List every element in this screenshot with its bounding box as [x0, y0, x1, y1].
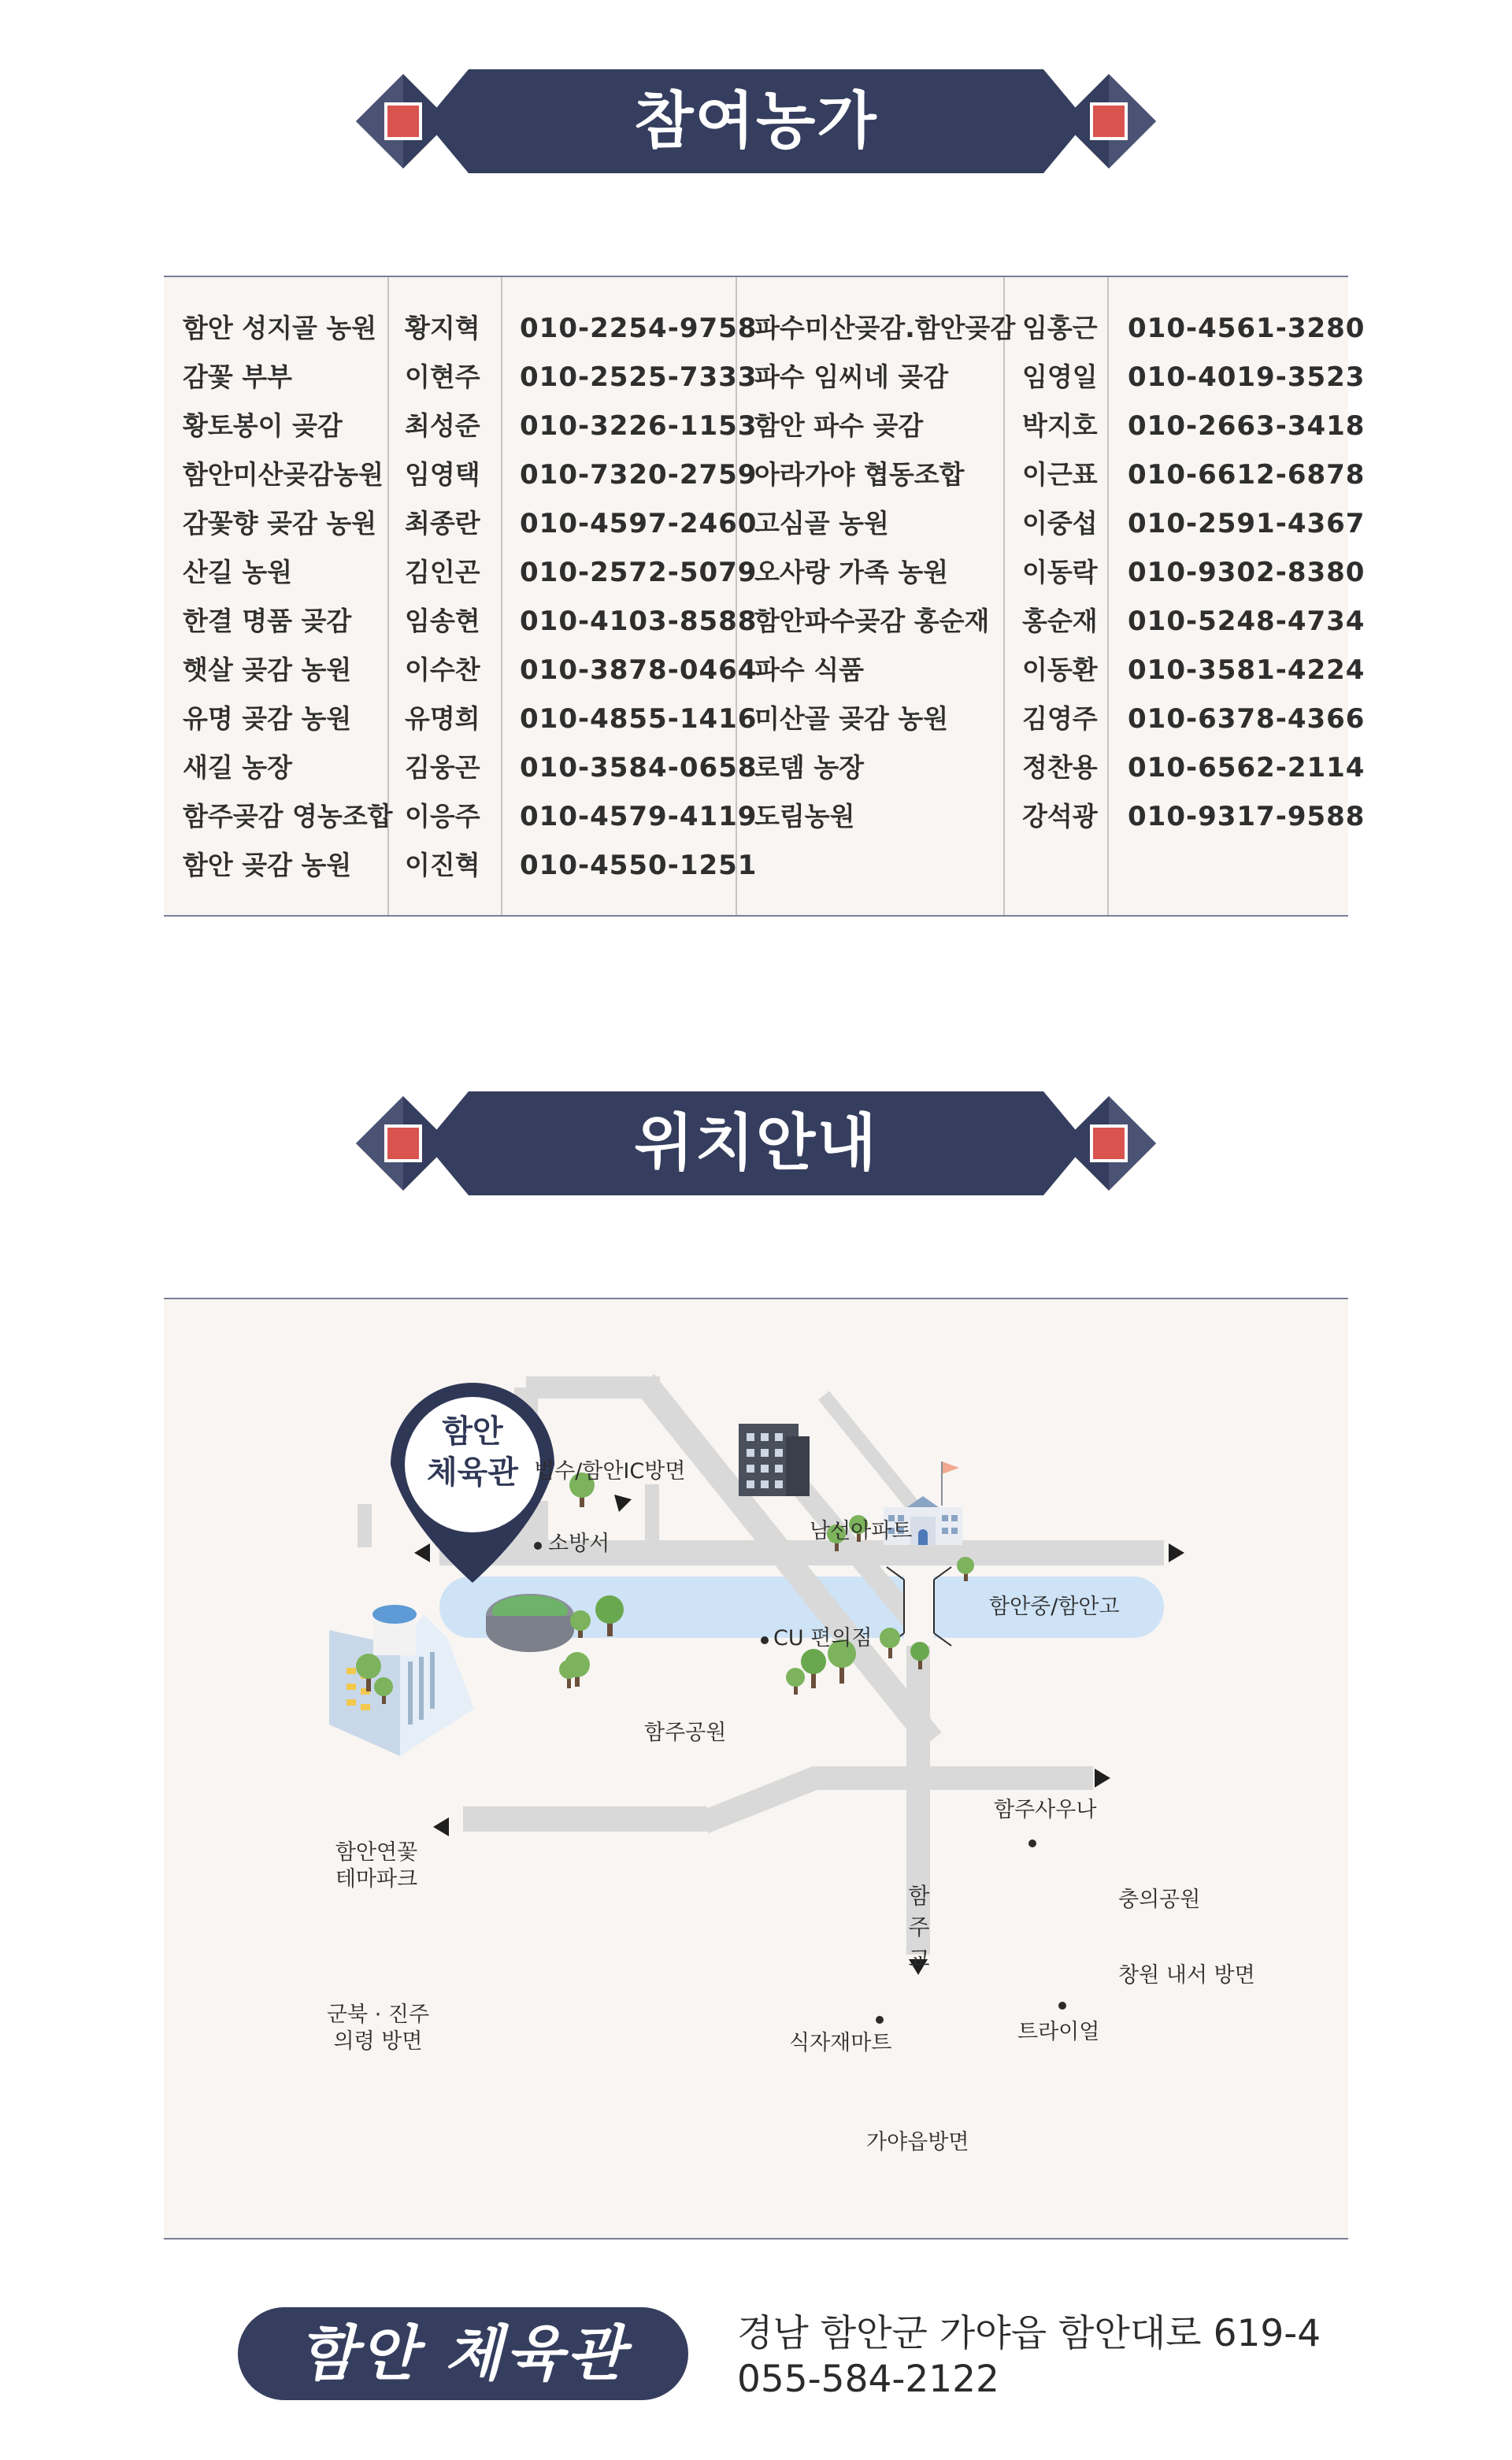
marker-dot	[534, 1542, 542, 1550]
tree-icon	[983, 1572, 984, 1573]
location-section-title: 위치안내	[634, 1108, 878, 1179]
arrow-right-icon	[1095, 1769, 1110, 1788]
farm-name: 파수 임씨네 곶감	[754, 361, 949, 392]
section-banner-location	[346, 1088, 1166, 1199]
farm-phone[interactable]: 010-4579-4119	[520, 801, 758, 832]
footer-contact	[737, 2311, 1321, 2403]
farm-phone[interactable]: 010-3878-0464	[520, 654, 758, 686]
label-gunbuk-line2: 의령 방면	[333, 2029, 423, 2054]
farm-phone[interactable]: 010-9302-8380	[1128, 557, 1366, 588]
farm-owner: 임송현	[405, 606, 480, 636]
label-lotus-park	[313, 1839, 439, 1893]
column-divider	[501, 277, 502, 915]
stadium-icon	[486, 1594, 574, 1652]
tree-icon	[362, 1781, 363, 1782]
pin-label-line2: 체육관	[427, 1454, 518, 1491]
pin-label-line1: 함안	[442, 1413, 503, 1450]
arrow-right-icon	[1169, 1543, 1184, 1562]
tree-icon	[786, 1668, 805, 1695]
farm-phone[interactable]: 010-4855-1416	[520, 703, 758, 735]
farm-owner: 이동락	[1022, 557, 1098, 587]
farm-owner: 최종란	[405, 508, 480, 539]
farm-table	[164, 276, 1366, 917]
farm-name: 함안미산곶감농원	[183, 459, 384, 490]
farm-phone[interactable]: 010-3226-1153	[520, 410, 758, 442]
label-gunbuk-line1: 군북 · 진주	[326, 2002, 430, 2027]
farm-owner: 임영일	[1022, 361, 1098, 392]
farm-name: 감꽃향 곶감 농원	[183, 508, 377, 539]
label-bridge	[906, 1880, 932, 1975]
farm-phone[interactable]: 010-6612-6878	[1128, 459, 1366, 491]
tree-icon	[983, 1567, 984, 1568]
farm-name: 로뎀 농장	[754, 752, 865, 783]
farm-owner: 김영주	[1022, 703, 1098, 734]
farm-name: 파수 식품	[754, 654, 865, 685]
farm-phone[interactable]: 010-4019-3523	[1128, 361, 1366, 393]
farm-name: 함안 파수 곶감	[754, 410, 924, 441]
apartment-building-icon	[739, 1424, 810, 1496]
label-changwon: 창원 내서 방면	[1118, 1963, 1255, 1988]
farm-owner: 정찬용	[1022, 752, 1098, 783]
marker-dot	[1058, 2002, 1066, 2010]
farm-owner: 이수찬	[405, 654, 480, 685]
farm-name: 도림농원	[754, 801, 855, 832]
pin-label	[391, 1411, 554, 1493]
farm-name: 함안파수곶감 홍순재	[754, 606, 990, 636]
farm-owner: 이근표	[1022, 459, 1098, 490]
farm-name: 한결 명품 곶감	[183, 606, 352, 636]
farm-phone[interactable]: 010-4561-3280	[1128, 313, 1366, 344]
lower-road	[704, 1776, 819, 1822]
farm-name: 황토봉이 곶감	[183, 410, 343, 441]
farm-phone[interactable]: 010-9317-9588	[1128, 801, 1366, 832]
farm-name: 감꽃 부부	[183, 361, 293, 392]
map-drawing	[164, 1299, 1348, 2238]
farm-phone[interactable]: 010-4550-1251	[520, 850, 758, 881]
farm-phone[interactable]: 010-6378-4366	[1128, 703, 1366, 735]
label-fire-station: 소방서	[548, 1532, 610, 1556]
farm-phone[interactable]: 010-4597-2460	[520, 508, 758, 539]
farm-name: 오사랑 가족 농원	[754, 557, 949, 587]
tree-icon	[359, 1781, 360, 1782]
farm-name: 아라가야 협동조합	[754, 459, 965, 490]
location-map	[164, 1298, 1348, 2240]
section-banner-farms	[346, 66, 1166, 176]
farm-phone[interactable]: 010-2663-3418	[1128, 410, 1366, 442]
label-lotus-park-line1: 함안연꽃	[335, 1840, 418, 1865]
arrow-left-icon	[414, 1543, 430, 1562]
label-hamju-sauna: 함주사우나	[994, 1798, 1097, 1822]
farm-name: 햇살 곶감 농원	[183, 654, 352, 685]
column-divider	[1003, 277, 1005, 915]
tree-icon	[801, 1649, 826, 1688]
label-bridge-char: 주	[908, 1914, 930, 1940]
farm-name: 고심골 농원	[754, 508, 889, 539]
label-hamju-park: 함주공원	[644, 1721, 727, 1745]
farm-name: 함주곶감 영농조합	[183, 801, 393, 832]
farm-owner: 박지호	[1022, 410, 1098, 441]
label-namseon-apt: 남선아파트	[810, 1519, 913, 1543]
footer-badge	[238, 2307, 688, 2400]
footer-address: 경남 함안군 가야읍 함안대로 619-4	[737, 2312, 1321, 2355]
farm-phone[interactable]: 010-2591-4367	[1128, 508, 1366, 539]
farm-owner: 김인곤	[405, 557, 480, 587]
farm-owner: 이진혁	[405, 850, 480, 880]
label-gaya: 가야읍방면	[866, 2130, 969, 2154]
farm-owner: 최성준	[405, 410, 480, 441]
farm-owner: 이현주	[405, 361, 480, 392]
farm-phone[interactable]: 010-3584-0658	[520, 752, 758, 784]
farm-phone[interactable]: 010-2254-9758	[520, 313, 758, 344]
marker-dot	[876, 2016, 884, 2024]
farm-name: 함안 성지골 농원	[183, 313, 377, 343]
label-chungui-park: 충의공원	[1118, 1888, 1201, 1912]
farm-owner: 강석광	[1022, 801, 1098, 832]
farm-name: 산길 농원	[183, 557, 293, 587]
footer-badge-text: 함안 체육관	[298, 2318, 628, 2388]
label-beopsu: 법수/함안IC방면	[534, 1459, 686, 1484]
footer-phone[interactable]: 055-584-2122	[737, 2358, 999, 2401]
farm-phone[interactable]: 010-7320-2759	[520, 459, 758, 491]
farm-owner: 이중섭	[1022, 508, 1098, 539]
label-school: 함안중/함안고	[989, 1595, 1120, 1619]
farm-owner: 김웅곤	[405, 752, 480, 783]
label-mart: 식자재마트	[789, 2031, 892, 2055]
label-gunbuk	[310, 2002, 446, 2055]
farm-owner: 이응주	[405, 801, 480, 832]
farms-section-title: 참여농가	[634, 86, 878, 157]
farm-name: 새길 농장	[183, 752, 293, 783]
farm-owner: 황지혁	[405, 313, 480, 343]
farm-owner: 임홍근	[1022, 313, 1098, 343]
tree-icon	[880, 1628, 900, 1658]
marker-dot	[761, 1636, 769, 1644]
marker-dot	[1028, 1839, 1036, 1847]
farm-owner: 이동환	[1022, 654, 1098, 685]
farm-owner: 홍순재	[1022, 606, 1098, 636]
farm-phone[interactable]: 010-2525-7333	[520, 361, 758, 393]
label-triol: 트라이얼	[1017, 2020, 1100, 2044]
tree-icon	[361, 1551, 362, 1552]
arrow-beopsu-icon	[614, 1495, 632, 1512]
farm-name: 파수미산곶감.함안곶감	[754, 313, 1016, 343]
farm-name: 미산골 곶감 농원	[754, 703, 949, 734]
label-lotus-park-line2: 테마파크	[335, 1867, 418, 1891]
farm-name: 함안 곶감 농원	[183, 850, 352, 880]
farm-phone[interactable]: 010-6562-2114	[1128, 752, 1366, 784]
arrow-left-icon	[433, 1817, 449, 1836]
farm-phone[interactable]: 010-2572-5079	[520, 557, 758, 588]
label-bridge-char: 함	[908, 1883, 930, 1909]
farm-phone[interactable]: 010-3581-4224	[1128, 654, 1366, 686]
tree-icon	[363, 1551, 364, 1552]
farm-phone[interactable]: 010-4103-8588	[520, 606, 758, 637]
farm-owner: 임영택	[405, 459, 480, 490]
label-cu-store: CU 편의점	[773, 1626, 873, 1650]
column-divider	[1107, 277, 1109, 915]
farm-name: 유명 곶감 농원	[183, 703, 352, 734]
farm-phone[interactable]: 010-5248-4734	[1128, 606, 1366, 637]
label-bridge-char: 교	[908, 1946, 930, 1972]
farm-owner: 유명희	[405, 703, 480, 734]
